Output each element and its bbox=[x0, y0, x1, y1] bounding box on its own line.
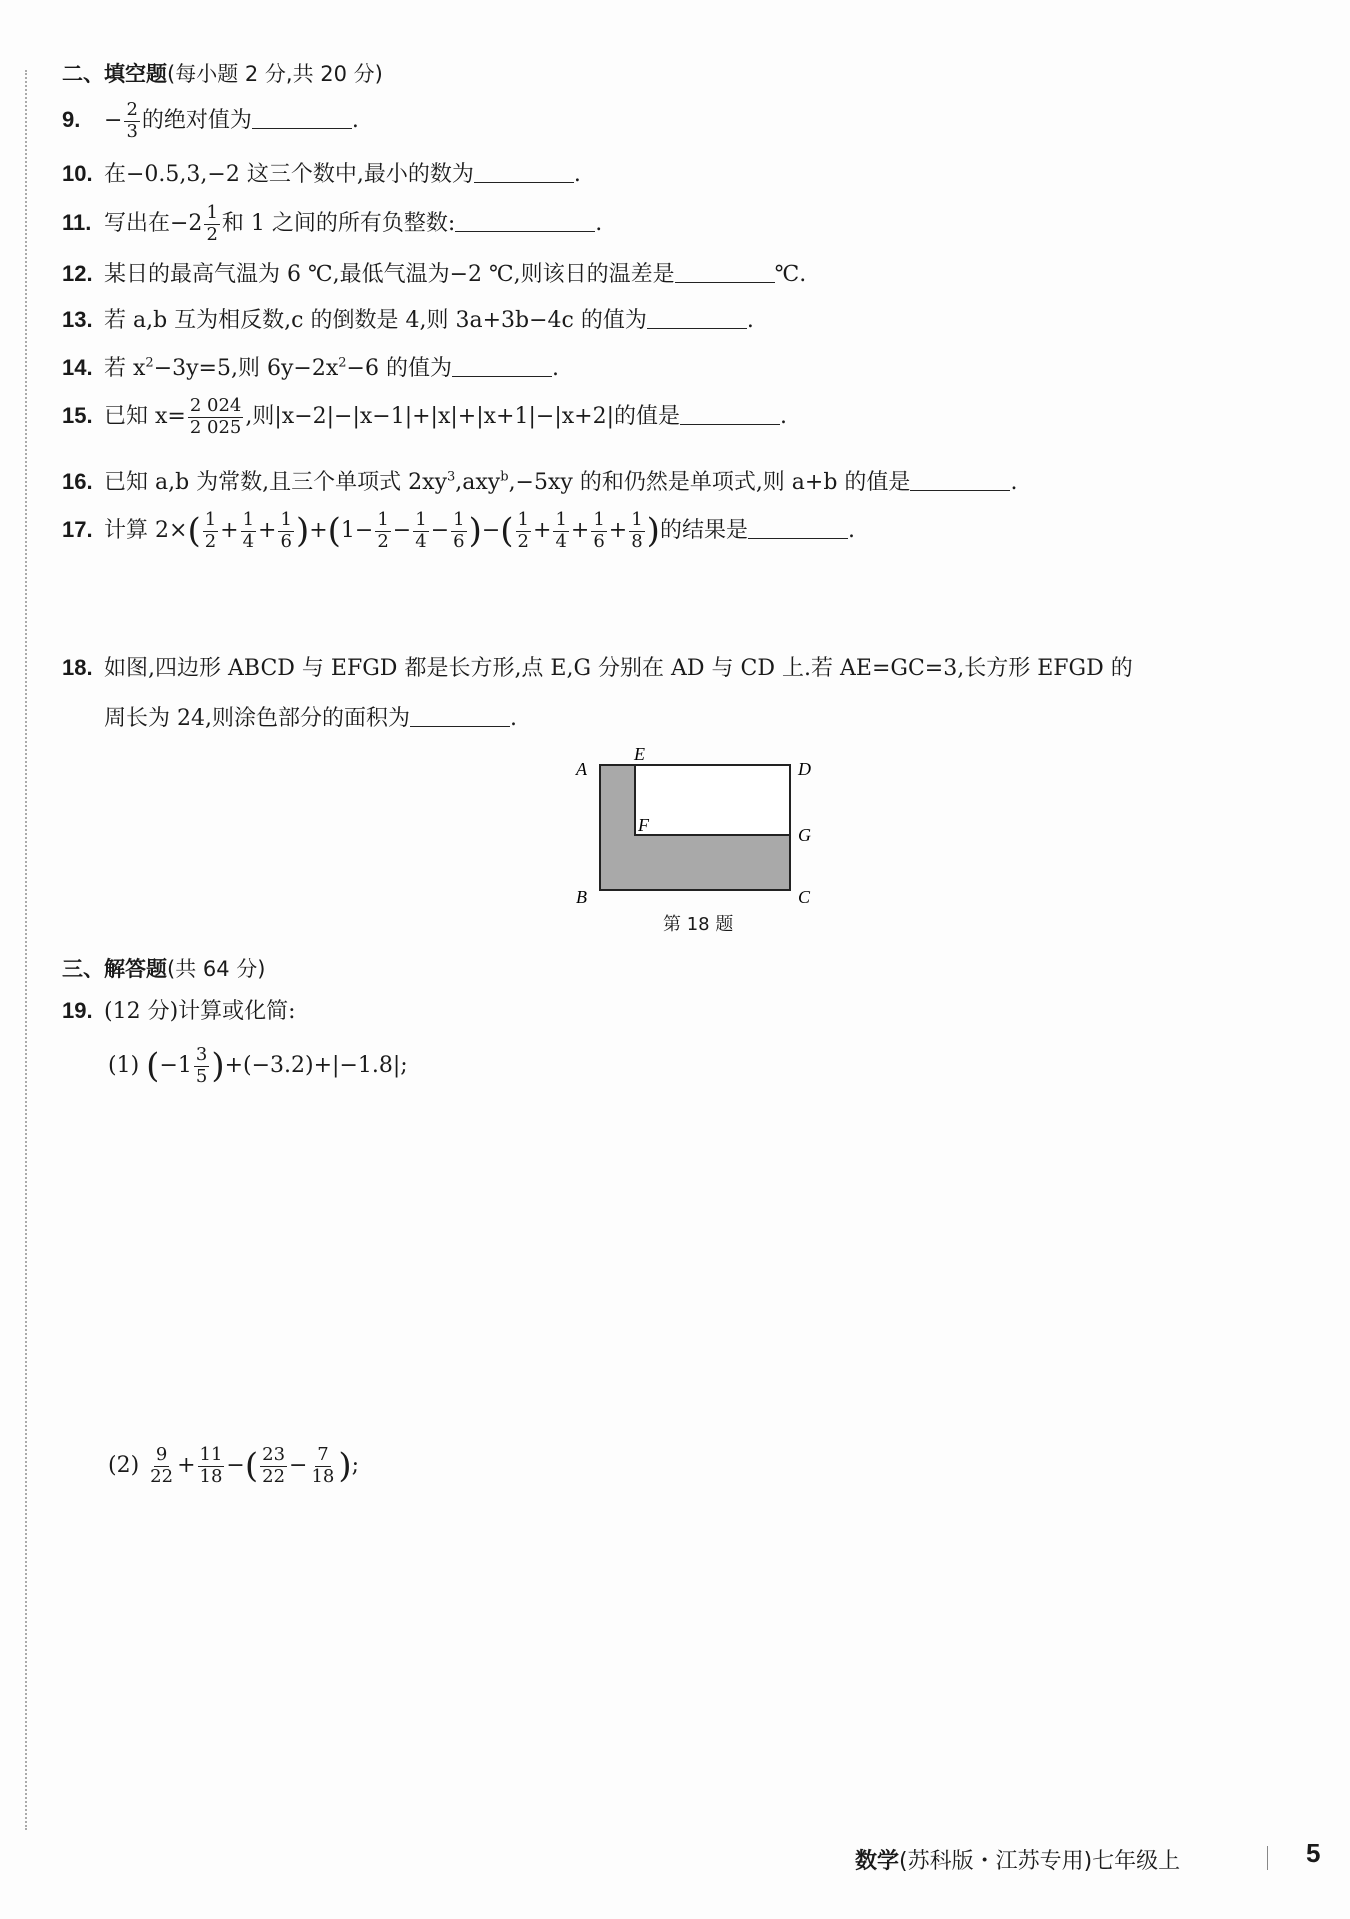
answer-blank[interactable] bbox=[252, 106, 352, 129]
label-g: G bbox=[798, 825, 811, 845]
figure-18-diagram bbox=[570, 745, 830, 910]
answer-blank[interactable] bbox=[647, 306, 747, 329]
figure-caption: 第 18 题 bbox=[663, 914, 734, 935]
fraction: $\frac{1}{2}$ bbox=[206, 202, 218, 245]
question-19-part-1: (1) (−1 $\frac{3}{5}$ )+(−3.2)+|−1.8|; bbox=[108, 1044, 408, 1087]
footer-divider bbox=[1267, 1846, 1268, 1870]
answer-blank[interactable] bbox=[410, 704, 510, 727]
question-17: 17. 计算 2×( $\frac{1}{2}$ + $\frac{1}{4}$ + $\frac{1}{6}$ )+(1− $\frac{1}{2}$ − $\frac{1}{4}$ − $\frac{1}{6}$ )−( $\frac{1}{2}$ + $\frac{1}{4}$ + $\frac{1}{6}$ + $\frac{1}{8}$ )的结果是 . bbox=[62, 509, 855, 552]
question-18: 18. 如图,四边形 ABCD 与 EFGD 都是长方形,点 E,G 分别在 AD 与 CD 上.若 AE=GC=3,长方形 EFGD 的 bbox=[62, 655, 1133, 681]
answer-blank[interactable] bbox=[455, 209, 595, 232]
answer-blank[interactable] bbox=[748, 516, 848, 539]
question-12: 12. 某日的最高气温为 6 ℃,最低气温为−2 ℃,则该日的温差是 ℃. bbox=[62, 261, 807, 287]
question-19: 19. (12 分)计算或化简: bbox=[62, 998, 296, 1024]
answer-blank[interactable] bbox=[474, 160, 574, 183]
footer-book-title: 数学(苏科版・江苏专用)七年级上 bbox=[855, 1849, 1181, 1874]
question-14: 14. 若 $x^2-3y=5$,则 $6y-2x^2-6$ 的值为 . bbox=[62, 355, 559, 381]
answer-blank[interactable] bbox=[675, 260, 775, 283]
fraction: $\frac{2}{3}$ bbox=[126, 99, 138, 142]
section-solve-header: 三、解答题(共 64 分) bbox=[62, 957, 266, 981]
fraction: $\frac{2 024}{2 025}$ bbox=[189, 395, 242, 438]
question-16: 16. 已知 a,b 为常数,且三个单项式 $2xy^3,axy^b,-5xy$ 的和仍然是单项式,则 a+b 的值是 . bbox=[62, 469, 1018, 495]
label-f: F bbox=[638, 815, 649, 835]
question-15: 15. 已知 x= $\frac{2 024}{2 025}$ ,则|x−2|−|x−1|+|x|+|x+1|−|x+2|的值是 . bbox=[62, 395, 787, 438]
label-e: E bbox=[634, 745, 645, 764]
answer-blank[interactable] bbox=[910, 468, 1010, 491]
question-11: 11. 写出在−2 $\frac{1}{2}$ 和 1 之间的所有负整数: . bbox=[62, 202, 603, 245]
page-number: 5 bbox=[1306, 1838, 1321, 1868]
section-fill-header: 二、填空题(每小题 2 分,共 20 分) bbox=[62, 62, 383, 86]
question-10: 10. 在−0.5,3,−2 这三个数中,最小的数为 . bbox=[62, 161, 581, 187]
label-c: C bbox=[798, 887, 811, 907]
rectangle-efgd bbox=[635, 765, 790, 835]
label-b: B bbox=[576, 887, 587, 907]
question-9: 9. − $\frac{2}{3}$ 的绝对值为 . bbox=[62, 99, 359, 142]
question-18-line2: 周长为 24,则涂色部分的面积为 . bbox=[104, 706, 517, 731]
label-a: A bbox=[576, 759, 587, 779]
answer-blank[interactable] bbox=[680, 402, 780, 425]
label-d: D bbox=[798, 759, 811, 779]
question-19-part-2: (2) $\frac{9}{22}$ + $\frac{11}{18}$ −( $\frac{23}{22}$ − $\frac{7}{18}$ ); bbox=[108, 1444, 360, 1487]
binding-margin-line bbox=[25, 70, 27, 1830]
question-13: 13. 若 a,b 互为相反数,c 的倒数是 4,则 3a+3b−4c 的值为 . bbox=[62, 307, 754, 333]
answer-blank[interactable] bbox=[452, 354, 552, 377]
